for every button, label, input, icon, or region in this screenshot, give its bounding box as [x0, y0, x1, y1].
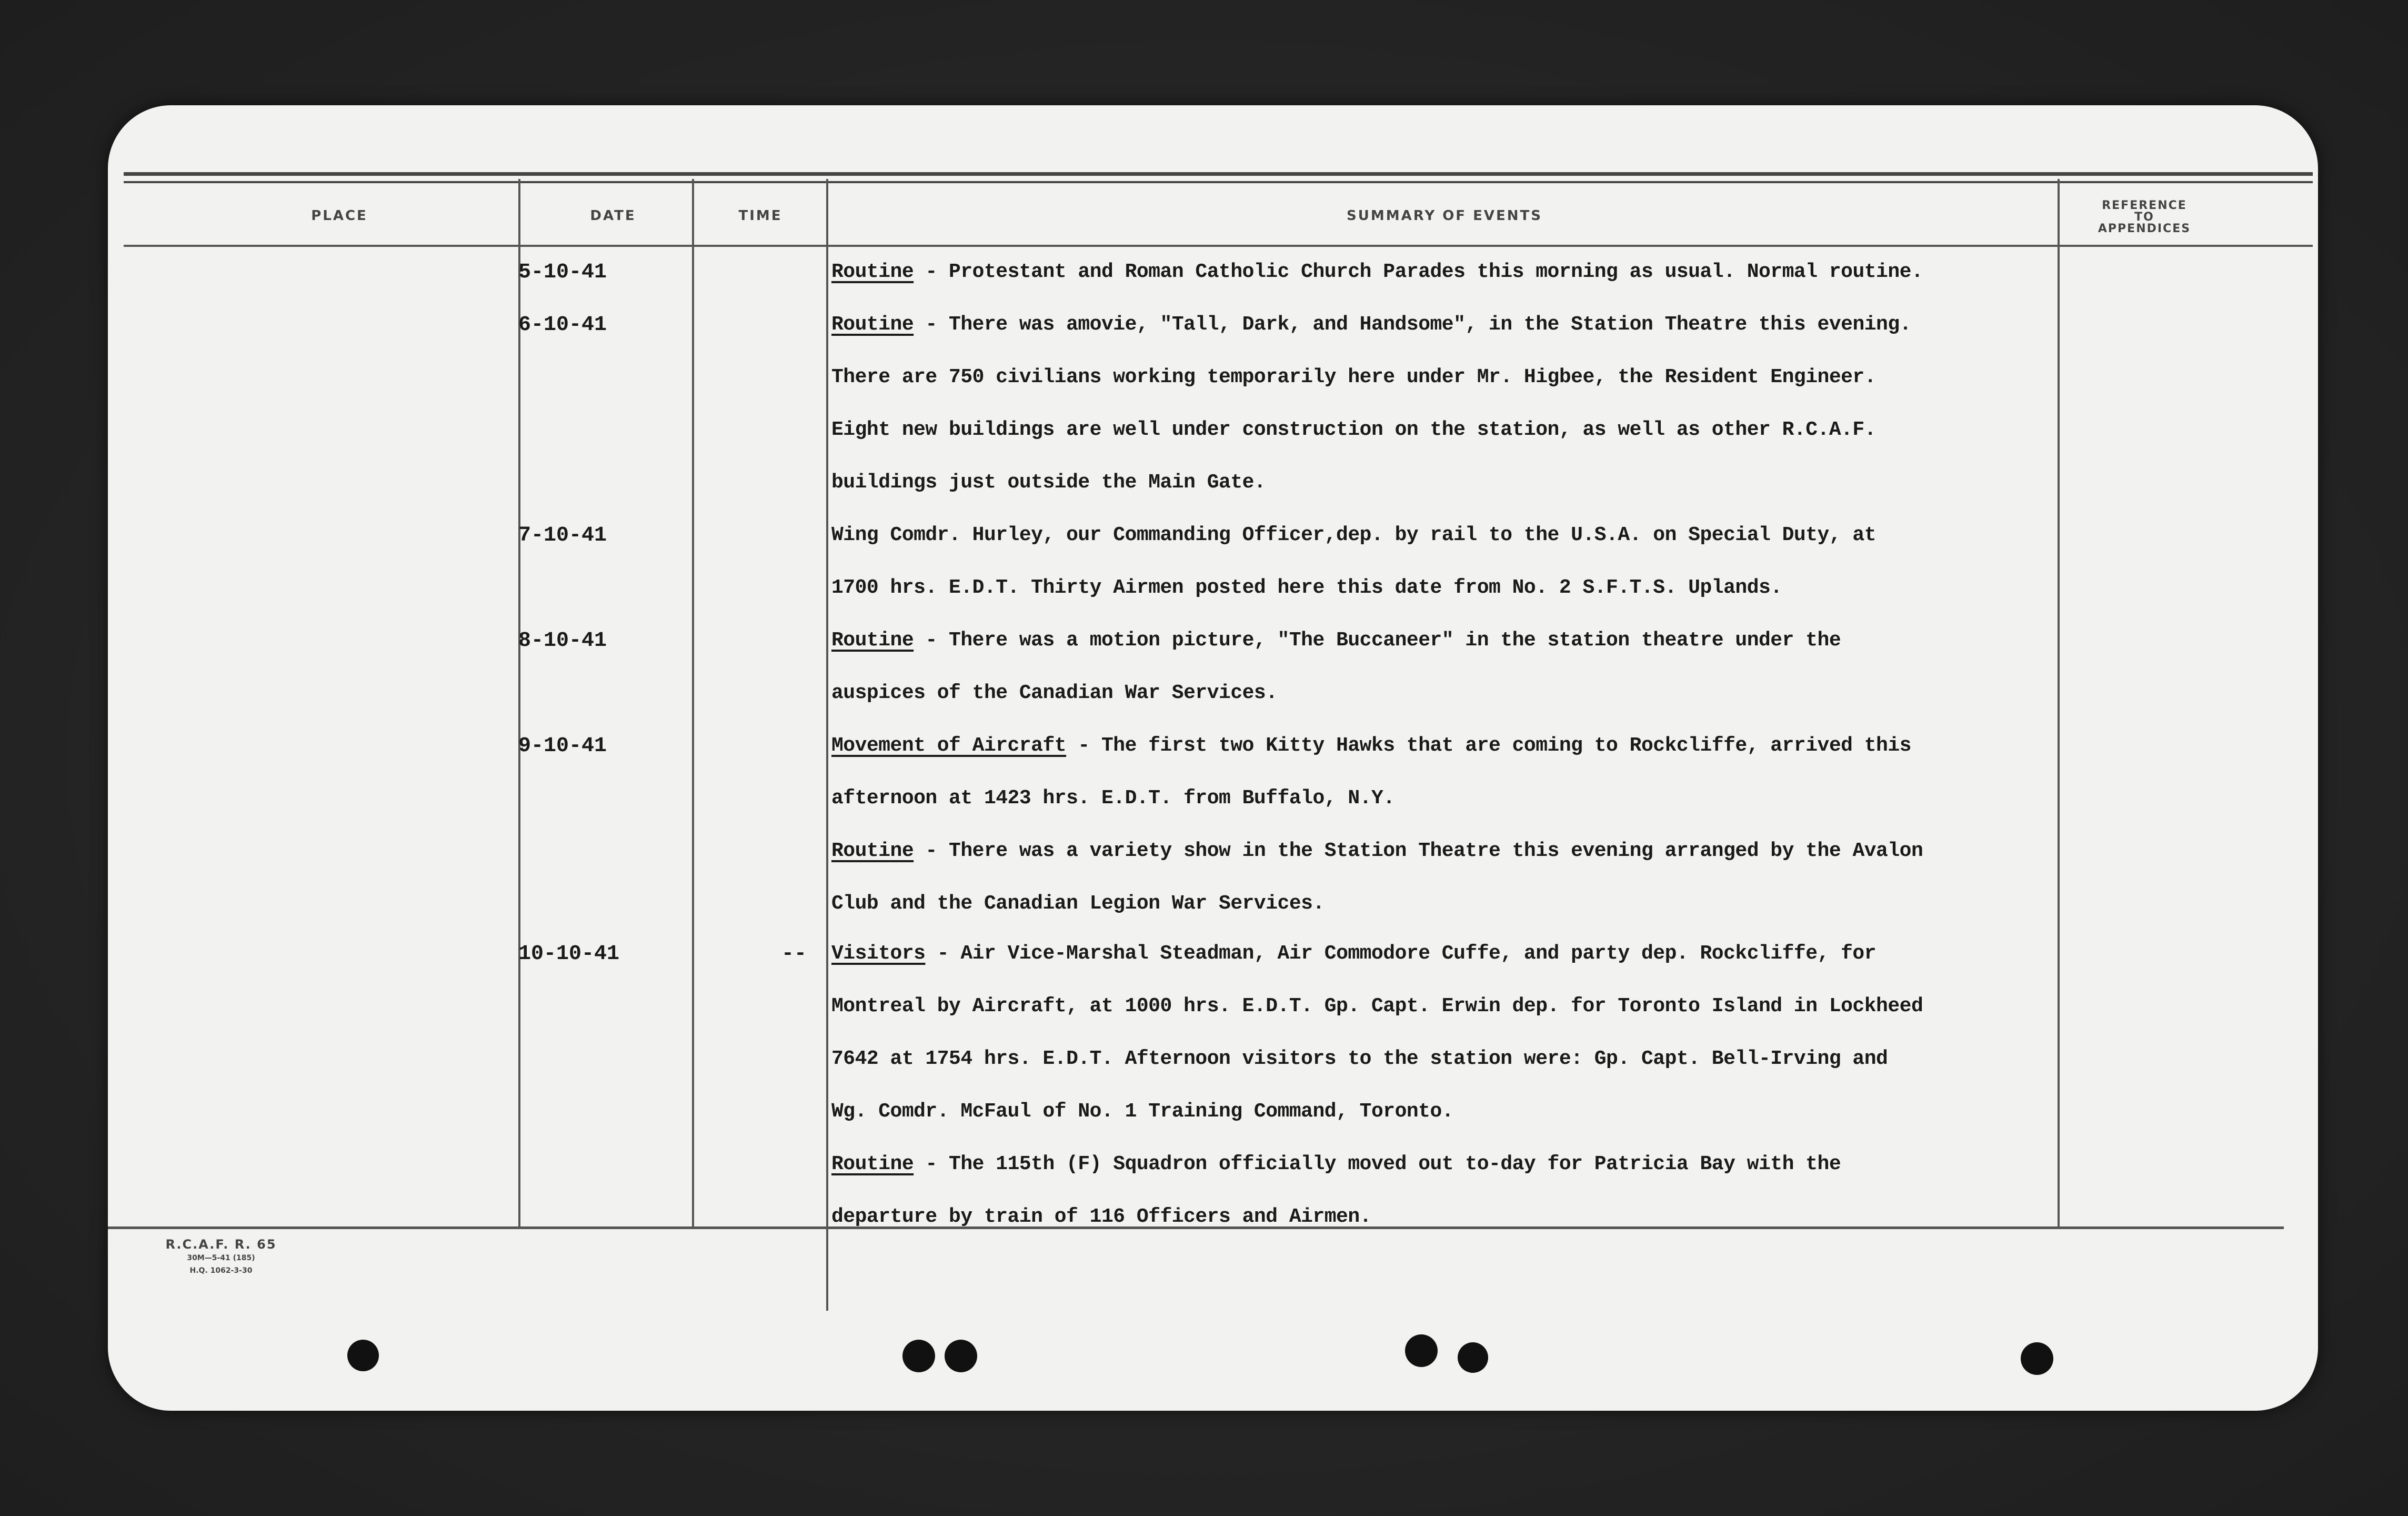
event-line [831, 629, 1841, 652]
entry-date: 9-10-41 [518, 734, 607, 758]
diary-form-card [108, 105, 2318, 1411]
event-text: - There was amovie, "Tall, Dark, and Handsome", in the Station Theatre this evening. [914, 313, 1911, 336]
event-line: 1700 hrs. E.D.T. Thirty Airmen posted here this date from No. 2 S.F.T.S. Uplands. [831, 576, 1782, 599]
column-divider-time [826, 179, 828, 1311]
event-line: 7642 at 1754 hrs. E.D.T. Afternoon visitors to the station were: Gp. Capt. Bell-Irving and [831, 1048, 1888, 1070]
top-rule-thin [124, 181, 2313, 183]
header-reference-line: TO [2134, 211, 2154, 224]
event-text: - Protestant and Roman Catholic Church Parades this morning as usual. Normal routine. [914, 261, 1923, 283]
event-line: buildings just outside the Main Gate. [831, 471, 1266, 494]
entry-label-routine: Routine [831, 261, 914, 283]
entry-date: 6-10-41 [518, 313, 607, 337]
entry-label-routine: Routine [831, 840, 914, 862]
event-line: There are 750 civilians working temporarily here under Mr. Higbee, the Resident Engineer. [831, 366, 1877, 388]
binder-hole [347, 1340, 379, 1371]
form-print-line: H.Q. 1062-3-30 [189, 1266, 253, 1275]
event-line [831, 1153, 1841, 1175]
event-line: Wing Comdr. Hurley, our Commanding Officer,dep. by rail to the U.S.A. on Special Duty, at [831, 524, 1877, 546]
binder-hole [2021, 1342, 2053, 1375]
entry-date: 8-10-41 [518, 629, 607, 653]
column-divider-date [692, 179, 694, 1226]
entry-label-visitors: Visitors [831, 942, 926, 965]
event-text: - The first two Kitty Hawks that are coming to Rockcliffe, arrived this [1066, 734, 1911, 757]
event-line: Wg. Comdr. McFaul of No. 1 Training Command, Toronto. [831, 1100, 1454, 1123]
event-text: - Air Vice-Marshal Steadman, Air Commodore Cuffe, and party dep. Rockcliffe, for [925, 942, 1877, 965]
entry-date: 7-10-41 [518, 524, 607, 547]
event-line [831, 261, 1923, 283]
header-place: PLACE [311, 208, 368, 224]
entry-label-routine: Routine [831, 1153, 914, 1175]
entry-label-routine: Routine [831, 629, 914, 652]
form-identifier [160, 1237, 282, 1277]
binder-hole [902, 1340, 935, 1372]
event-text: - There was a motion picture, "The Buccaneer" in the station theatre under the [914, 629, 1841, 652]
event-line [831, 734, 1911, 757]
top-rule [124, 172, 2313, 176]
header-time: TIME [738, 208, 782, 224]
event-text: - There was a variety show in the Station Theatre this evening arranged by the Avalon [914, 840, 1923, 862]
header-reference-line: APPENDICES [2098, 222, 2191, 235]
event-line [831, 942, 1876, 965]
event-line [831, 313, 1911, 336]
binder-hole [1405, 1334, 1438, 1367]
header-rule [124, 245, 2313, 247]
event-text: - The 115th (F) Squadron officially moved out to-day for Patricia Bay with the [914, 1153, 1841, 1175]
header-reference-line: REFERENCE [2102, 199, 2187, 212]
event-line: afternoon at 1423 hrs. E.D.T. from Buffalo, N.Y. [831, 787, 1395, 810]
event-line [831, 840, 1923, 862]
form-print-line: 30M—5-41 (185) [187, 1254, 255, 1262]
entry-label-routine: Routine [831, 313, 914, 336]
header-summary: SUMMARY OF EVENTS [1347, 208, 1542, 224]
event-line: Club and the Canadian Legion War Services. [831, 892, 1325, 915]
binder-hole [945, 1340, 977, 1372]
event-line: departure by train of 116 Officers and Airmen. [831, 1205, 1371, 1228]
event-line: auspices of the Canadian War Services. [831, 682, 1278, 704]
entry-date: 10-10-41 [518, 942, 620, 966]
entry-label-movement: Movement of Aircraft [831, 734, 1067, 757]
header-reference [2076, 200, 2213, 235]
column-divider-summary [2058, 179, 2060, 1226]
time-mark: -- [781, 942, 807, 966]
entry-date: 5-10-41 [518, 261, 607, 284]
form-number: R.C.A.F. R. 65 [165, 1237, 277, 1252]
event-line: Montreal by Aircraft, at 1000 hrs. E.D.T. Gp. Capt. Erwin dep. for Toronto Island in Lockheed [831, 995, 1923, 1018]
event-line: Eight new buildings are well under construction on the station, as well as other R.C.A.F. [831, 418, 1877, 441]
header-date: DATE [590, 208, 636, 224]
binder-hole [1458, 1342, 1488, 1373]
